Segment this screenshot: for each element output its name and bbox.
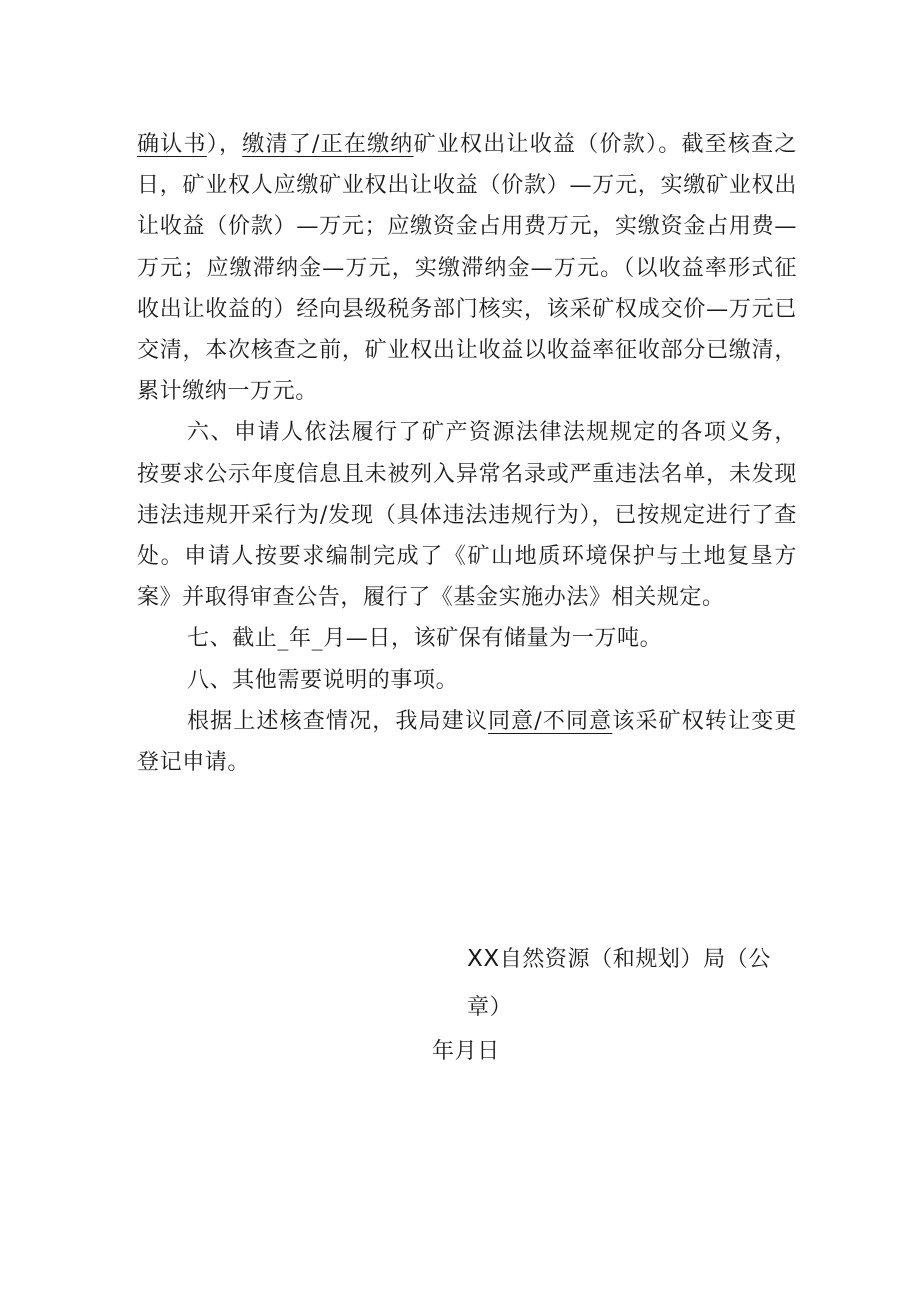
paragraph-text: 根据上述核查情况，我局建议	[187, 708, 488, 734]
signature-org: 自然资源（和规划）局（公章）	[467, 947, 771, 1020]
signature-block	[137, 935, 797, 1032]
underlined-text-payment-status: 缴清了/正在缴纳	[242, 132, 414, 157]
paragraph-8: 八、其他需要说明的事项。	[187, 667, 459, 693]
paragraph-6: 六、申请人依法履行了矿产资源法律法规规定的各项义务，按要求公示年度信息且未被列入异常名录或严重违法名单，未发现违法违规开采行为/发现（具体违法违规行为），已按规定进行了查处。申请人按要求编制完成了《矿山地质环境保护与土地复垦方案》并取得审查公告，履行了《基金实施办法》相关规定。	[137, 420, 797, 611]
paragraph-text: 矿业权出让收益（价款）。截至核查之日，矿业权人应缴矿业权出让收益（价款）—万元，实缴矿业权出让收益（价款）—万元；应缴资金占用费万元，实缴资金占用费—万元；应缴滞纳金—万元，实缴滞纳金—万元。（以收益率形式征收出让收益的）经向县级税务部门核实，该采矿权成交价—万元已交清，本次核查之前，矿业权出让收益以收益率征收部分已缴清，累计缴纳一万元。	[137, 132, 798, 405]
paragraph-continued	[137, 124, 797, 412]
underlined-text-confirmation: 确认书	[137, 132, 207, 157]
signature-placeholder: XX	[467, 946, 500, 972]
underlined-text-agree-disagree: 同意/不同意	[487, 708, 613, 734]
signature-line	[137, 935, 797, 1032]
paragraph-conclusion	[137, 701, 797, 783]
document-body	[137, 124, 797, 783]
paragraph-text: ），	[206, 132, 243, 157]
paragraph-text: 该采矿权转让变更登记申请。	[137, 708, 797, 776]
paragraph-7: 七、截止_年_月—日，该矿保有储量为一万吨。	[187, 626, 663, 652]
signature-date: 年月日	[432, 1039, 500, 1064]
